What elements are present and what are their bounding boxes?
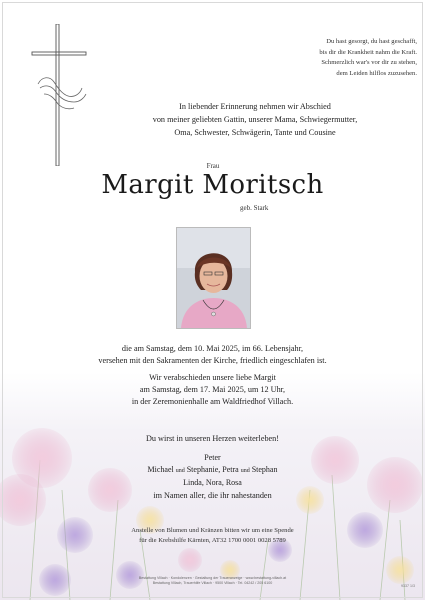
poem-line: Schmerzlich war's vor dir zu stehen,: [321, 59, 417, 67]
poem-line: bis dir die Krankheit nahm die Kraft.: [319, 48, 417, 56]
intro-line: In liebender Erinnerung nehmen wir Abschied: [179, 102, 331, 111]
death-notice: [40, 343, 385, 367]
intro-text: [100, 101, 410, 139]
farewell-line: Wir verabschieden unsere liebe Margit: [149, 373, 276, 382]
mourner-name: Stephanie, Petra: [186, 464, 239, 474]
poem-line: dem Leiden hilflos zuzusehen.: [336, 69, 417, 77]
conjunction: und: [175, 467, 185, 474]
donation-note: [40, 526, 385, 546]
death-notice-line: die am Samstag, dem 10. Mai 2025, im 66. Lebensjahr,: [121, 344, 304, 353]
remembrance-line: Du wirst in unseren Herzen weiterleben!: [146, 434, 279, 443]
mourner-line: Linda, Nora, Rosa: [183, 478, 242, 487]
intro-line: Oma, Schwester, Schwägerin, Tante und Cousine: [174, 127, 336, 137]
farewell-line: in der Zeremonienhalle am Waldfriedhof Villach.: [131, 397, 294, 406]
birth-name: geb. Stark: [240, 204, 269, 212]
poem: [247, 37, 417, 79]
document-code: 9337 1/3: [401, 584, 415, 588]
salutation: Frau: [206, 162, 220, 170]
closing-line: im Namen aller, die ihr nahestanden: [153, 491, 272, 500]
donation-line: Anstelle von Blumen und Kränzen bitten wir um eine Spende: [131, 527, 294, 534]
imprint: [60, 576, 365, 586]
mourner-name: Michael: [147, 464, 174, 474]
donation-line: für die Krebshilfe Kärnten, AT32 1700 0001 0028 5789: [139, 537, 286, 544]
deceased-name: Margit Moritsch: [101, 170, 324, 200]
portrait-photo: [176, 227, 251, 329]
imprint-line: Bestattung Villach, Trauerhilfe Villach · 9500 Villach · Tel. 04242 / 205 6100: [152, 581, 273, 585]
farewell-line: am Samstag, dem 17. Mai 2025, um 12 Uhr,: [139, 385, 286, 394]
conjunction: und: [240, 467, 250, 474]
praying-hands-icon: [38, 78, 86, 109]
poem-line: Du hast gesorgt, du hast geschafft,: [326, 38, 417, 45]
imprint-line: Bestattung Villach · Kondolenzen · Gestaltung der Traueranzeige · www.bestattung-villach.at: [138, 576, 287, 580]
mourner-line: [40, 464, 385, 478]
mourner-line: Peter: [204, 453, 221, 462]
portrait-image: [177, 228, 250, 328]
mourner-name: Stephan: [251, 464, 278, 474]
cross-icon: [28, 24, 90, 166]
intro-line: von meiner geliebten Gattin, unserer Mama, Schwiegermutter,: [152, 114, 358, 124]
death-notice-line: versehen mit den Sakramenten der Kirche, friedlich eingeschlafen ist.: [98, 356, 327, 365]
farewell-details: [40, 372, 385, 408]
mourners-list: [40, 452, 385, 489]
